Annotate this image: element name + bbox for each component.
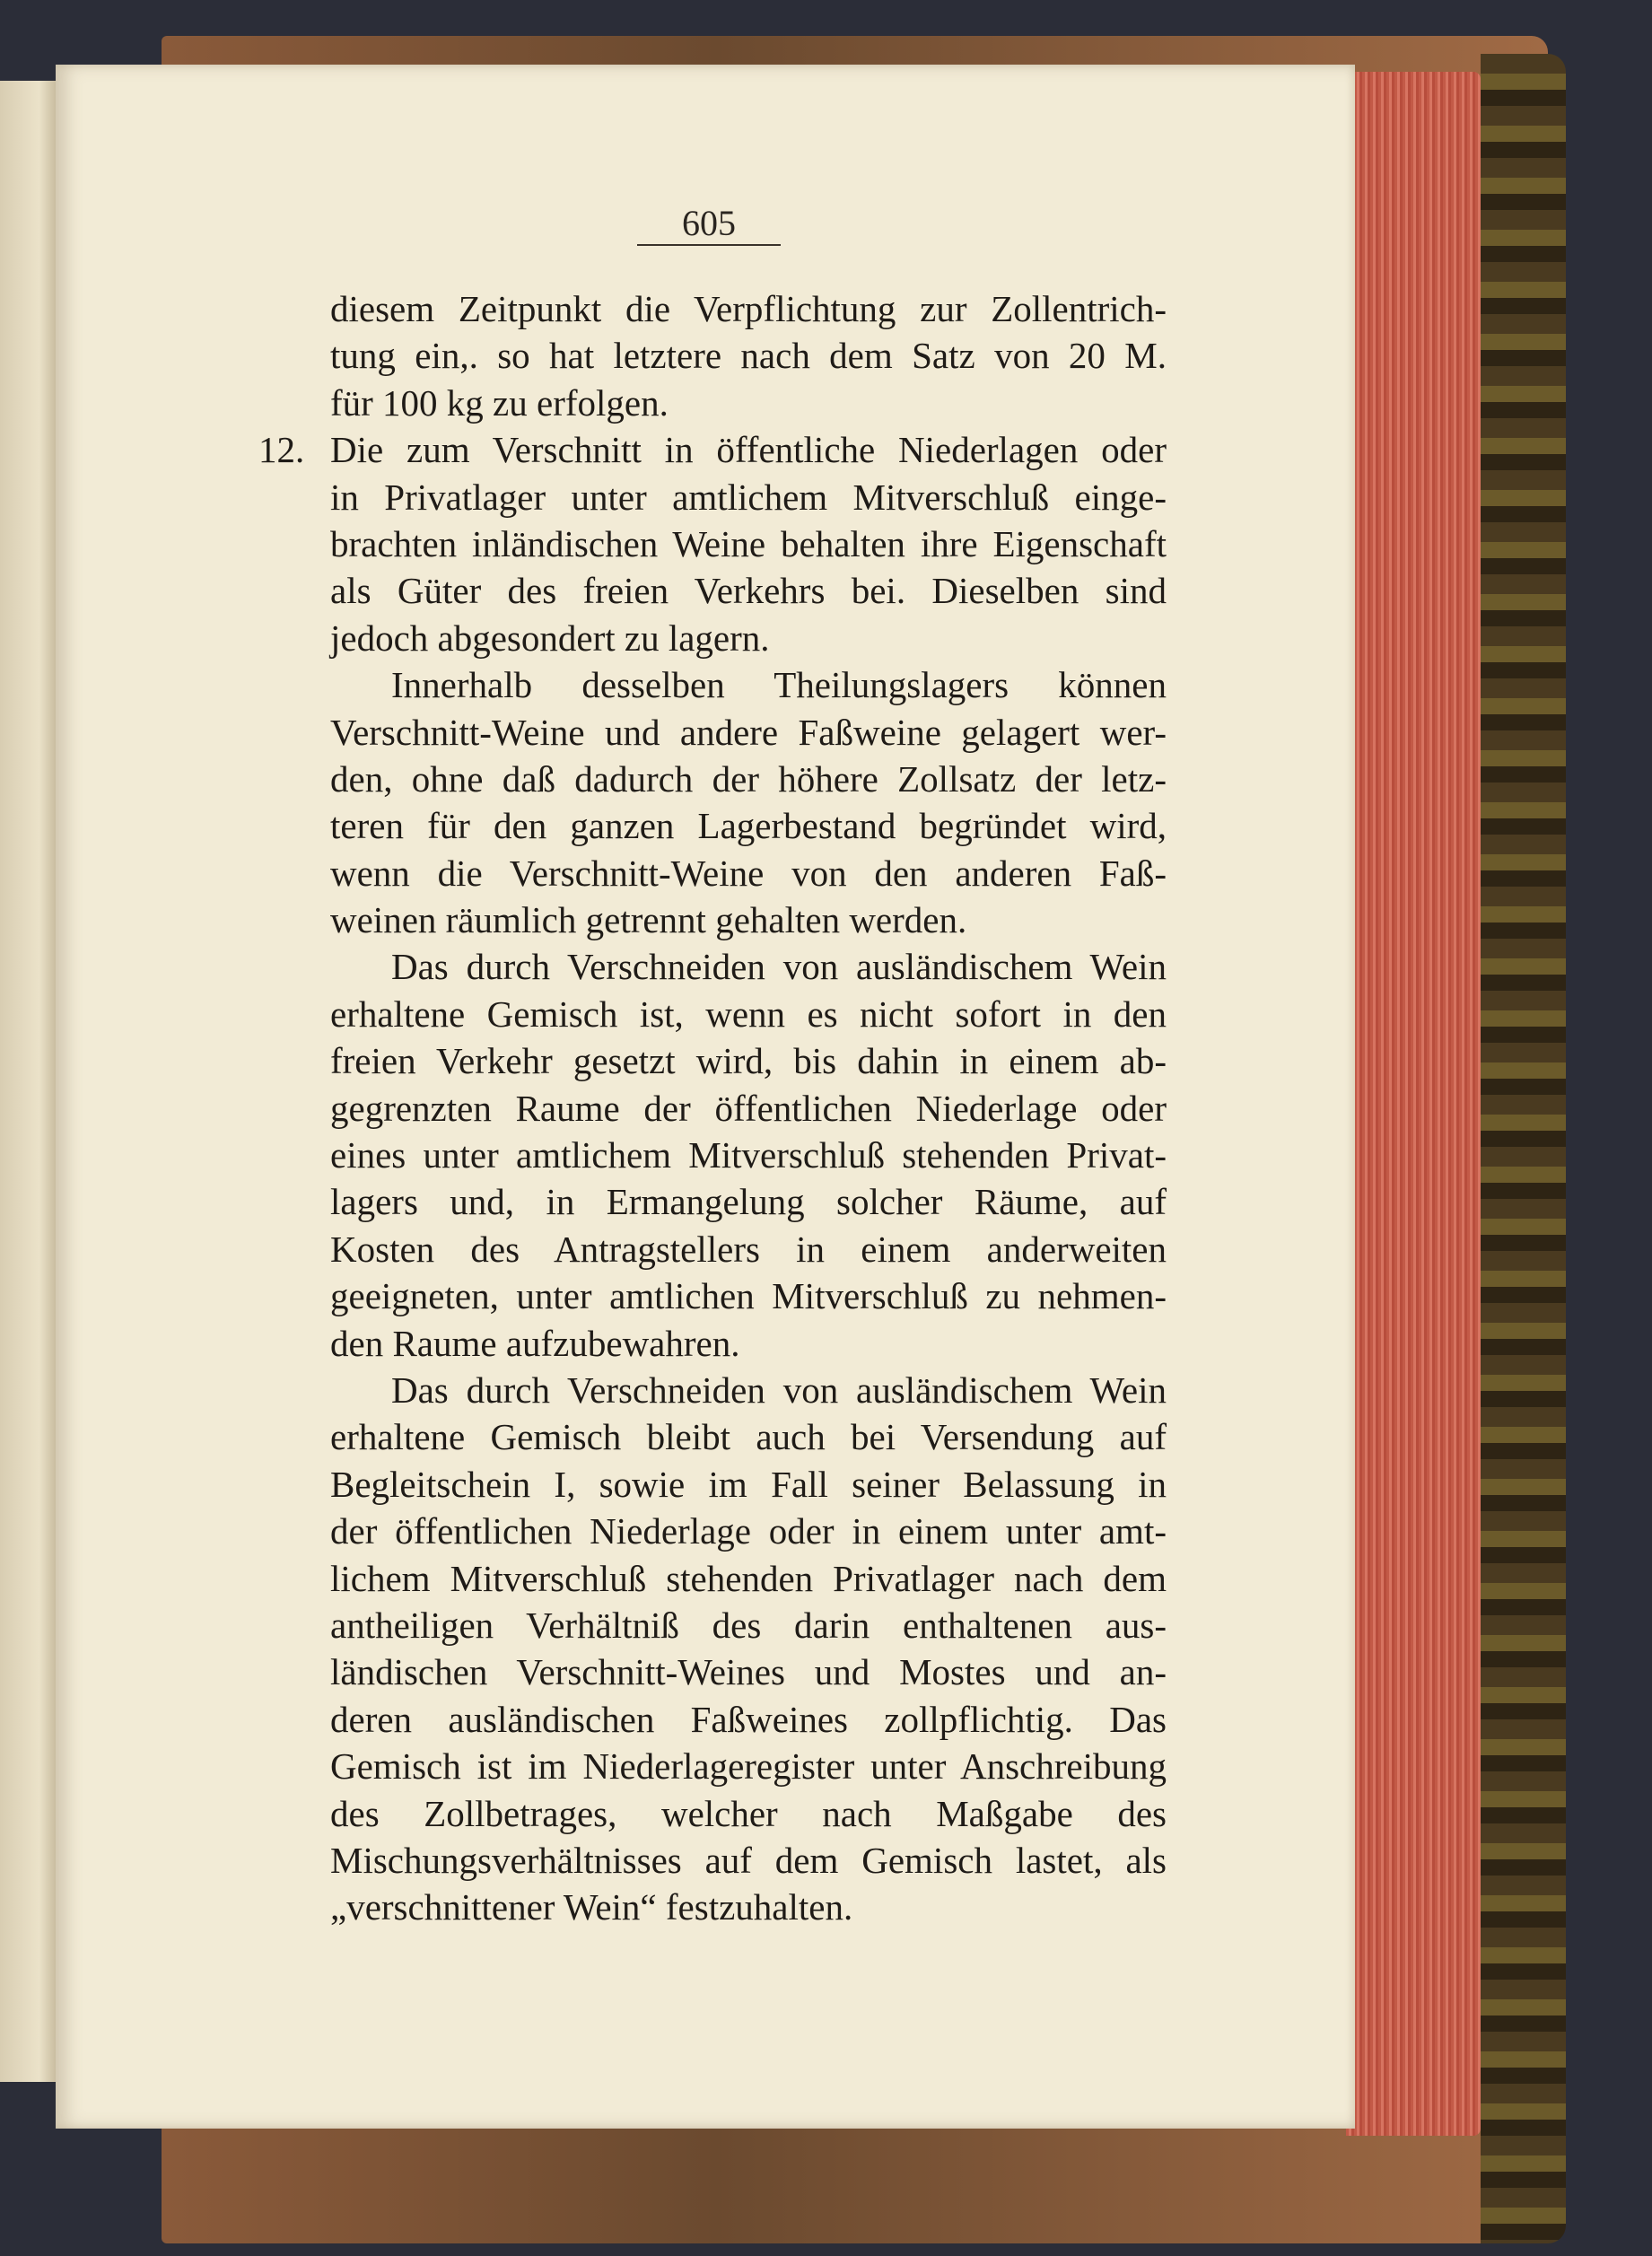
- text-line: [330, 285, 1167, 332]
- text-line: [330, 1884, 1167, 1930]
- line-text: jedoch abgesondert zu lagern.: [330, 616, 770, 659]
- line-text: tung ein,. so hat letztere nach dem Satz von 20 M.: [330, 335, 1167, 377]
- text-line: [330, 802, 1167, 849]
- line-text: lichem Mitverschluß stehenden Privatlager nach dem: [330, 1557, 1167, 1599]
- line-text: brachten inländischen Weine behalten ihre Eigenschaft: [330, 522, 1167, 564]
- text-line: [330, 850, 1167, 896]
- text-line: [330, 756, 1167, 802]
- text-line: [330, 896, 1167, 943]
- paragraph-number: 12.: [258, 429, 305, 471]
- line-text: gegrenzten Raume der öffentlichen Niederlage oder: [330, 1087, 1167, 1129]
- text-line: [330, 709, 1167, 756]
- body-text: [258, 285, 1167, 1931]
- text-line: [330, 943, 1167, 990]
- page-number: 605: [682, 203, 736, 243]
- text-line: [330, 1790, 1167, 1837]
- text-line: [330, 1648, 1167, 1695]
- text-line: [330, 567, 1167, 614]
- line-text: wenn die Verschnitt-Weine von den anderen Faß-: [330, 852, 1167, 894]
- line-text: als Güter des freien Verkehrs bei. Dieselben sind: [330, 570, 1167, 612]
- marbled-cover-edge: [1481, 54, 1566, 2243]
- line-text: Kosten des Antragstellers in einem anderweiten: [330, 1228, 1167, 1270]
- text-line: [330, 615, 1167, 661]
- line-text: Innerhalb desselben Theilungslagers können: [391, 664, 1167, 706]
- line-text: Die zum Verschnitt in öffentliche Niederlagen oder: [330, 429, 1167, 471]
- line-text: teren für den ganzen Lagerbestand begründet wird,: [330, 805, 1167, 847]
- red-page-edges: [1346, 72, 1481, 2136]
- text-line: [258, 426, 1167, 473]
- line-text: lagers und, in Ermangelung solcher Räume, auf: [330, 1181, 1167, 1223]
- line-text: antheiligen Verhältniß des darin enthaltenen aus-: [330, 1604, 1167, 1646]
- line-text: Das durch Verschneiden von ausländischem Wein: [391, 946, 1167, 988]
- text-line: [330, 520, 1167, 567]
- text-line: [330, 1320, 1167, 1367]
- text-line: [330, 1178, 1167, 1225]
- line-text: den Raume aufzubewahren.: [330, 1322, 740, 1364]
- text-line: [330, 1508, 1167, 1554]
- line-text: Mischungsverhältnisses auf dem Gemisch lastet, als: [330, 1839, 1167, 1881]
- text-line: [330, 1037, 1167, 1084]
- text-line: [330, 1413, 1167, 1460]
- line-text: Das durch Verschneiden von ausländischem Wein: [391, 1368, 1167, 1411]
- line-text: erhaltene Gemisch ist, wenn es nicht sofort in den: [330, 992, 1167, 1035]
- line-text: weinen räumlich getrennt gehalten werden.: [330, 899, 967, 941]
- text-line: [330, 380, 1167, 426]
- text-line: [330, 474, 1167, 520]
- line-text: für 100 kg zu erfolgen.: [330, 381, 669, 424]
- line-text: ländischen Verschnitt-Weines und Mostes und an-: [330, 1651, 1167, 1693]
- line-text: der öffentlichen Niederlage oder in einem unter amt-: [330, 1510, 1167, 1552]
- text-line: [330, 1555, 1167, 1602]
- text-line: [330, 1226, 1167, 1272]
- text-line: [330, 1743, 1167, 1789]
- line-text: den, ohne daß dadurch der höhere Zollsatz der letz-: [330, 757, 1167, 800]
- line-text: in Privatlager unter amtlichem Mitverschluß einge-: [330, 476, 1167, 518]
- line-text: „verschnittener Wein“ festzuhalten.: [330, 1886, 853, 1928]
- line-text: Gemisch ist im Niederlageregister unter Anschreibung: [330, 1745, 1167, 1788]
- line-text: geeigneten, unter amtlichen Mitverschluß zu nehmen-: [330, 1275, 1167, 1317]
- text-line: [330, 1272, 1167, 1319]
- line-text: deren ausländischen Faßweines zollpflichtig. Das: [330, 1698, 1167, 1740]
- text-line: [330, 1367, 1167, 1413]
- text-line: [330, 1696, 1167, 1743]
- text-line: [330, 1461, 1167, 1508]
- line-text: diesem Zeitpunkt die Verpflichtung zur Zollentrich-: [330, 288, 1167, 329]
- line-text: des Zollbetrages, welcher nach Maßgabe des: [330, 1792, 1167, 1834]
- page-number-rule: [637, 244, 781, 246]
- text-line: [330, 661, 1167, 708]
- text-line: [330, 1132, 1167, 1178]
- line-text: eines unter amtlichem Mitverschluß stehenden Privat-: [330, 1134, 1167, 1176]
- facing-page-edge: [0, 81, 56, 2082]
- text-line: [330, 1085, 1167, 1132]
- text-line: [330, 1602, 1167, 1648]
- line-text: Verschnitt-Weine und andere Faßweine gelagert wer-: [330, 711, 1167, 753]
- text-line: [330, 1837, 1167, 1884]
- text-line: [330, 332, 1167, 379]
- line-text: erhaltene Gemisch bleibt auch bei Versendung auf: [330, 1416, 1167, 1458]
- line-text: Begleitschein I, sowie im Fall seiner Belassung in: [330, 1463, 1167, 1505]
- line-text: freien Verkehr gesetzt wird, bis dahin in einem ab-: [330, 1040, 1167, 1082]
- text-line: [330, 991, 1167, 1037]
